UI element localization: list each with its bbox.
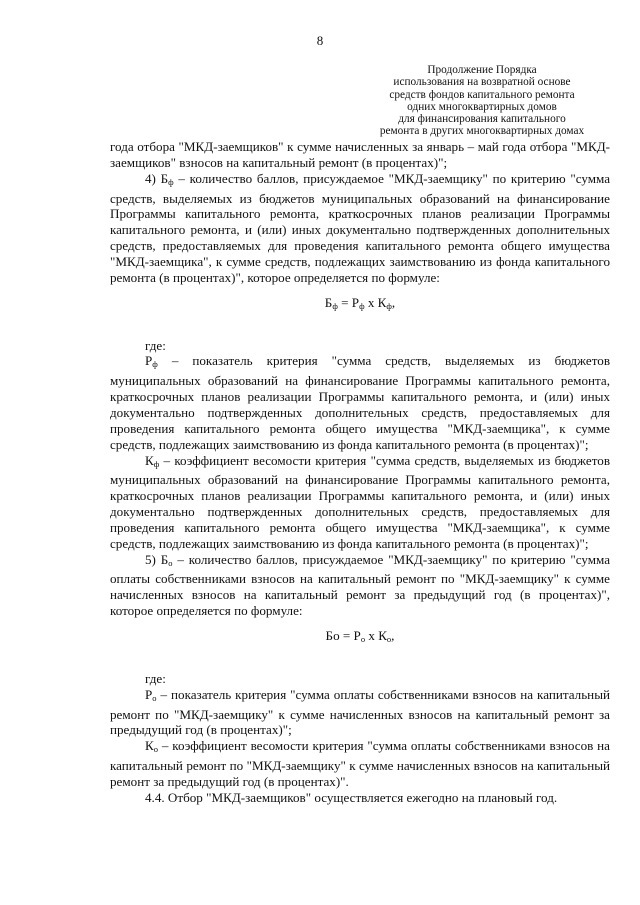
formula-subscript: ф [332,300,338,311]
definition-text: – коэффициент весомости критерия "сумма оплаты собственниками взносов на капитальный ремонт по "МКД-заемщику" к сумме начисленных взносов на капитальный ремонт за предыдущий год (в процентах)". [110,738,610,789]
paragraph-continuation: года отбора "МКД-заемщиков" к сумме начисленных за январь – май года отбора "МКД-заемщиков" взносов на капитальный ремонт (в процентах)"; [110,139,610,170]
header-line: одних многоквартирных домов [407,100,557,113]
formula-part: Б [324,294,333,310]
header-line: для финансирования капитального [398,113,566,126]
formula-subscript: о [360,633,366,644]
paragraph-item-5 [110,552,610,619]
formula-part: = Р [339,627,361,643]
formula-part: , [391,294,396,310]
symbol: Р [145,353,153,369]
formula-subscript: о [386,633,392,644]
formula-part: х К [364,294,387,310]
document-header-note [357,64,607,138]
item-number: 4) [145,170,161,186]
header-line: ремонта в других многоквартирных домах [379,125,585,138]
symbol-subscript: ф [152,359,158,370]
symbol-subscript: о [152,692,157,703]
formula-subscript: ф [359,300,365,311]
formula-part: Бо [325,627,340,643]
formula-part: х К [365,627,387,643]
formula-bo [110,619,610,671]
where-label: где: [145,337,166,353]
definition-text: – коэффициент весомости критерия "сумма средств, выделяемых из бюджетов муниципальных образований на финансирование Программы капитального ремонта, краткосрочных планов реализации Программы капитального ремонта, и (или) иных документально подтвержденных дополнительных средств, предоставляемых для проведения капитального ремонта общего имущества "МКД-заемщика", к сумме средств, подлежащих заимствованию из фонда капитального ремонта (в процентах)"; [110,452,610,551]
definition-kf [110,453,610,552]
symbol-subscript: о [153,744,158,755]
symbol: К [145,738,154,754]
definition-pf [110,353,610,452]
symbol-subscript: о [168,557,173,568]
paragraph-4-4: 4.4. Отбор "МКД-заемщиков" осуществляется ежегодно на плановый год. [145,789,558,805]
symbol-subscript: ф [153,458,160,469]
formula-part: = Р [337,294,360,310]
document-body [110,139,610,806]
header-line: средств фондов капитального ремонта [389,88,575,101]
paragraph-text: – количество баллов, присуждаемое "МКД-заемщику" по критерию "сумма оплаты собственниками взносов на капитальный ремонт по "МКД-заемщику" к сумме начисленных взносов на капитальный ремонт за предыдущий год (в процентах)", которое определяется по формуле: [110,551,610,619]
symbol: Б [160,170,169,186]
header-line: Продолжение Порядка [427,64,537,76]
definition-po [110,687,610,739]
definition-ko [110,738,610,790]
definition-text: – показатель критерия "сумма оплаты собственниками взносов на капитальный ремонт по "МКД-заемщику" к сумме начисленных взносов на капитальный ремонт за предыдущий год (в процентах)"; [110,686,610,738]
header-line: использования на возвратной основе [393,76,571,89]
symbol: К [145,452,154,468]
page-number: 8 [316,33,324,48]
definition-text: – показатель критерия "сумма средств, выделяемых из бюджетов муниципальных образований на финансирование Программы капитального ремонта, краткосрочных планов реализации Программы капитального ремонта, и (или) иных документально подтвержденных дополнительных средств, предоставляемых для проведения капитального ремонта общего имущества "МКД-заемщика", к сумме средств, подлежащих заимствованию из фонда капитального ремонта (в процентах)"; [110,353,610,452]
symbol-subscript: ф [168,176,174,187]
formula-subscript: ф [386,300,392,311]
formula-part: , [391,627,395,643]
paragraph-text: – количество баллов, присуждаемое "МКД-заемщику" по критерию "сумма средств, выделяемых из бюджетов муниципальных образований на финансирование Программы капитального ремонта, краткосрочных планов реализации Программы капитального ремонта, и (или) иных документально подтвержденных дополнительных средств, предоставляемых для проведения капитального ремонта общего имущества "МКД-заемщика", к сумме средств, подлежащих заимствованию из фонда капитального ремонта (в процентах)", которое определяется по формуле: [110,170,610,285]
symbol: Б [160,551,169,567]
item-number: 5) [145,551,161,567]
paragraph-item-4 [110,171,610,286]
formula-bf [110,286,610,338]
where-label: где: [145,670,166,686]
symbol: Р [145,686,153,702]
